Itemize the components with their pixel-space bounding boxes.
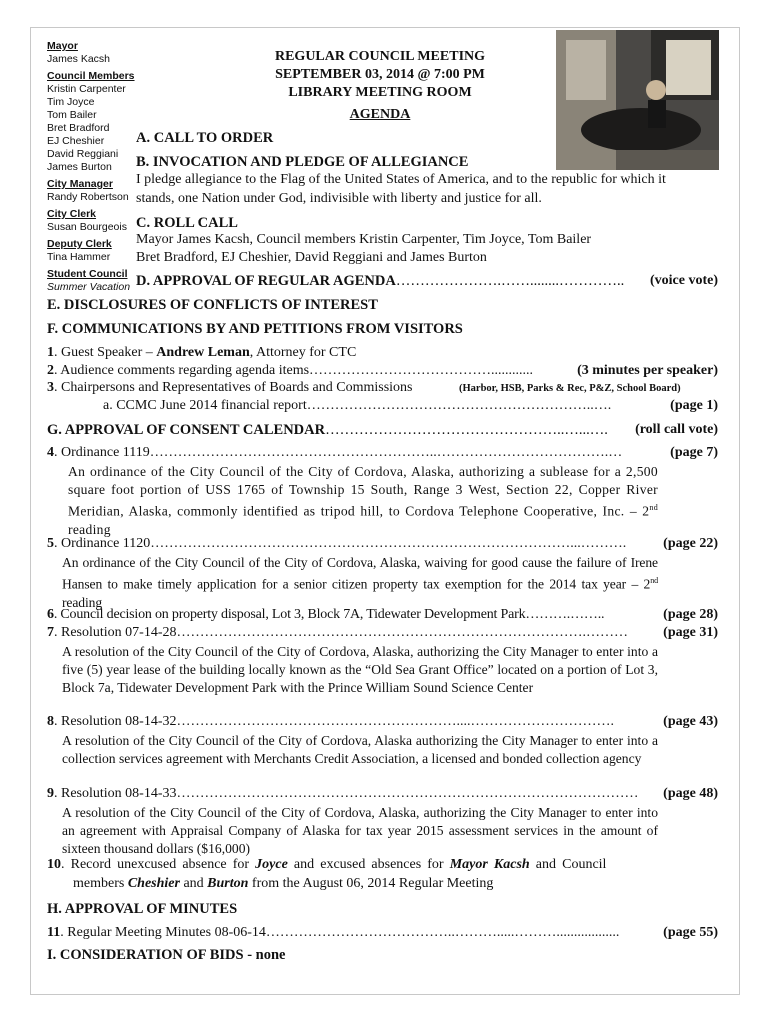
deputy-heading: Deputy Clerk <box>47 238 112 250</box>
item-number: 3 <box>47 380 54 395</box>
roll-call-vote-note: (roll call vote) <box>635 422 718 437</box>
section-b-heading: B. INVOCATION AND PLEDGE OF ALLEGIANCE <box>136 154 469 170</box>
item-number: 10 <box>47 857 61 872</box>
item-9-page: (page 48) <box>663 786 718 801</box>
member-name: Cheshier <box>127 876 180 891</box>
roll-call-line-1: Mayor James Kacsh, Council members Kristin Carpenter, Tim Joyce, Tom Bailer <box>136 232 592 247</box>
section-d-heading <box>136 273 624 290</box>
council-member: EJ Cheshier <box>47 135 105 147</box>
section-f-heading: F. COMMUNICATIONS BY AND PETITIONS FROM VISITORS <box>47 321 463 337</box>
item-text: . Regular Meeting Minutes 08-06-14…………………………………..……….....……….................. <box>60 925 620 940</box>
item-text: . Ordinance 1120………………………………………………………………………………...………. <box>54 536 627 551</box>
item-6 <box>47 607 604 623</box>
item-number: 2 <box>47 363 54 378</box>
section-d-label: D. APPROVAL OF REGULAR AGENDA <box>136 273 396 289</box>
item-text: . Guest Speaker – <box>54 345 157 360</box>
member-name: Burton <box>207 876 249 891</box>
council-heading: Council Members <box>47 70 135 82</box>
reading-text: reading <box>62 594 103 610</box>
item-number: 8 <box>47 714 54 729</box>
section-i-heading: I. CONSIDERATION OF BIDS - none <box>47 947 286 963</box>
item-4-page: (page 7) <box>670 445 718 460</box>
reading-text: reading <box>68 521 111 537</box>
council-member: Tom Bailer <box>47 109 97 121</box>
manager-heading: City Manager <box>47 178 113 190</box>
section-e-heading: E. DISCLOSURES OF CONFLICTS OF INTEREST <box>47 297 378 313</box>
item-text: and Council <box>529 857 607 872</box>
item-text: . Ordinance 1119……………………………………………………..……………………………….… <box>54 445 623 460</box>
item-3 <box>47 380 413 396</box>
item-number: 9 <box>47 786 54 801</box>
item-2 <box>47 363 533 379</box>
item-6-page: (page 28) <box>663 607 718 622</box>
dot-leader: ………………….……........………….. <box>395 273 625 289</box>
clerk-name: Susan Bourgeois <box>47 221 127 233</box>
item-text: and excused absences for <box>287 857 450 872</box>
item-9 <box>47 786 639 802</box>
item-text: members <box>73 876 128 891</box>
item-10 <box>47 857 606 873</box>
item-text: . Resolution 07-14-28…………………………………………………………………………….……… <box>54 625 628 640</box>
item-text: . Resolution 08-14-33……………………………………………………………………………………… <box>54 786 639 801</box>
item-number: 1 <box>47 345 54 360</box>
item-10-continued <box>73 876 493 892</box>
section-h-heading: H. APPROVAL OF MINUTES <box>47 901 238 917</box>
item-3a: a. CCMC June 2014 financial report……………………………………………………..…. <box>103 398 612 413</box>
mayor-name: James Kacsh <box>47 53 111 65</box>
item-text: . Council decision on property disposal, Lot 3, Block 7A, Tidewater Development Park……….…….. <box>53 607 605 622</box>
item-9-description: A resolution of the City Council of the City of Cordova, Alaska, authorizing the City Manager to enter into an agreement with Appraisal Company of Alaska for tax year 2015 assessment services in the amount of sixteen thousand dollars ($16,000) <box>62 805 658 856</box>
section-a-heading: A. CALL TO ORDER <box>136 130 274 146</box>
item-text: . Audience comments regarding agenda items…………………………………............ <box>54 363 534 378</box>
deputy-name: Tina Hammer <box>47 251 111 263</box>
item-number: 11 <box>47 925 61 940</box>
manager-name: Randy Robertson <box>47 191 129 203</box>
officials-sidebar <box>47 40 135 294</box>
item-5-page: (page 22) <box>663 536 718 551</box>
item-5 <box>47 536 626 552</box>
item-text: . Resolution 08-14-32……………………………………………………....…………………………. <box>54 714 614 729</box>
meeting-header <box>240 48 520 124</box>
voice-vote-note: (voice vote) <box>649 273 718 288</box>
item-7-page: (page 31) <box>663 625 718 640</box>
mayor-heading: Mayor <box>47 40 78 52</box>
item-number: 5 <box>47 536 54 551</box>
section-c-heading: C. ROLL CALL <box>136 215 238 231</box>
speaker-name: Andrew Leman <box>156 345 250 360</box>
item-text: from the August 06, 2014 Regular Meeting <box>248 876 494 891</box>
item-text: . Chairpersons and Representatives of Boards and Commissions <box>54 380 413 395</box>
council-member: Bret Bradford <box>47 122 110 134</box>
item-text: and <box>179 876 208 891</box>
item-number: 4 <box>47 445 54 460</box>
section-g-label: G. APPROVAL OF CONSENT CALENDAR <box>47 422 326 438</box>
item-7-description: A resolution of the City Council of the City of Cordova, Alaska, authorizing the City Manager to enter into a five (5) year lease of the building locally known as the “Old Sea Grant Office” located on a portion of Lot 3, Block 7a, Tidewater Development Park with the Prince William Sound Science Center <box>62 644 658 695</box>
header-line-1: REGULAR COUNCIL MEETING <box>274 49 486 64</box>
council-member: David Reggiani <box>47 148 119 160</box>
pledge-line-2: stands, one Nation under God, indivisible with liberty and justice for all. <box>136 191 542 206</box>
member-name: Joyce <box>255 857 288 872</box>
item-number: 7 <box>47 625 54 640</box>
student-heading: Student Council <box>47 268 128 280</box>
item-4 <box>47 445 622 461</box>
item-number: 6 <box>47 607 54 622</box>
council-member: Kristin Carpenter <box>47 83 126 95</box>
item-5-description <box>62 554 658 612</box>
item-7 <box>47 625 628 641</box>
item-8-page: (page 43) <box>663 714 718 729</box>
clerk-heading: City Clerk <box>47 208 97 220</box>
item-2-note: (3 minutes per speaker) <box>577 363 718 378</box>
student-name: Summer Vacation <box>47 281 131 293</box>
item-5-body: An ordinance of the City Council of the City of Cordova, Alaska, waiving for good cause the failure of Irene Hansen to make timely application for a senior citizen property tax exemption for the 2014 tax year – 2 <box>62 555 658 592</box>
item-11 <box>47 925 619 941</box>
boards-note: (Harbor, HSB, Parks & Rec, P&Z, School Board) <box>459 383 681 394</box>
item-text: , Attorney for CTC <box>249 345 357 360</box>
item-8 <box>47 714 614 730</box>
ordinal-suffix: nd <box>649 503 658 512</box>
header-line-2: SEPTEMBER 03, 2014 @ 7:00 PM <box>275 67 485 82</box>
dot-leader: …………………………………………..…...…. <box>325 422 608 438</box>
item-11-page: (page 55) <box>663 925 718 940</box>
item-text: . Record unexcused absence for <box>61 857 256 872</box>
council-member: Tim Joyce <box>47 96 95 108</box>
item-4-description <box>68 463 658 539</box>
section-g-heading <box>47 422 608 439</box>
item-4-body: An ordinance of the City Council of the City of Cordova, Alaska, authorizing a sublease for a 2,500 square foot portion of USS 1765 of Township 15 South, Range 3 West, Section 22, Copper River Meridian, Alaska, commonly identified as tripod hill, to Cordova Telephone Cooperative, Inc. – 2 <box>68 464 658 519</box>
item-1 <box>47 345 356 361</box>
member-name: Mayor Kacsh <box>449 857 530 872</box>
roll-call-line-2: Bret Bradford, EJ Cheshier, David Reggiani and James Burton <box>136 250 487 265</box>
item-3a-page: (page 1) <box>670 398 718 413</box>
council-member: James Burton <box>47 161 112 173</box>
pledge-line-1: I pledge allegiance to the Flag of the United States of America, and to the republic for which it <box>136 172 666 187</box>
agenda-title: AGENDA <box>349 107 411 122</box>
meeting-photo <box>556 30 719 170</box>
ordinal-suffix: nd <box>650 576 658 585</box>
item-8-description: A resolution of the City Council of the City of Cordova, Alaska authorizing the City Manager to enter into a collection services agreement with Merchants Credit Association, a licensed and bonded collection agency <box>62 733 658 766</box>
header-line-3: LIBRARY MEETING ROOM <box>288 85 472 100</box>
